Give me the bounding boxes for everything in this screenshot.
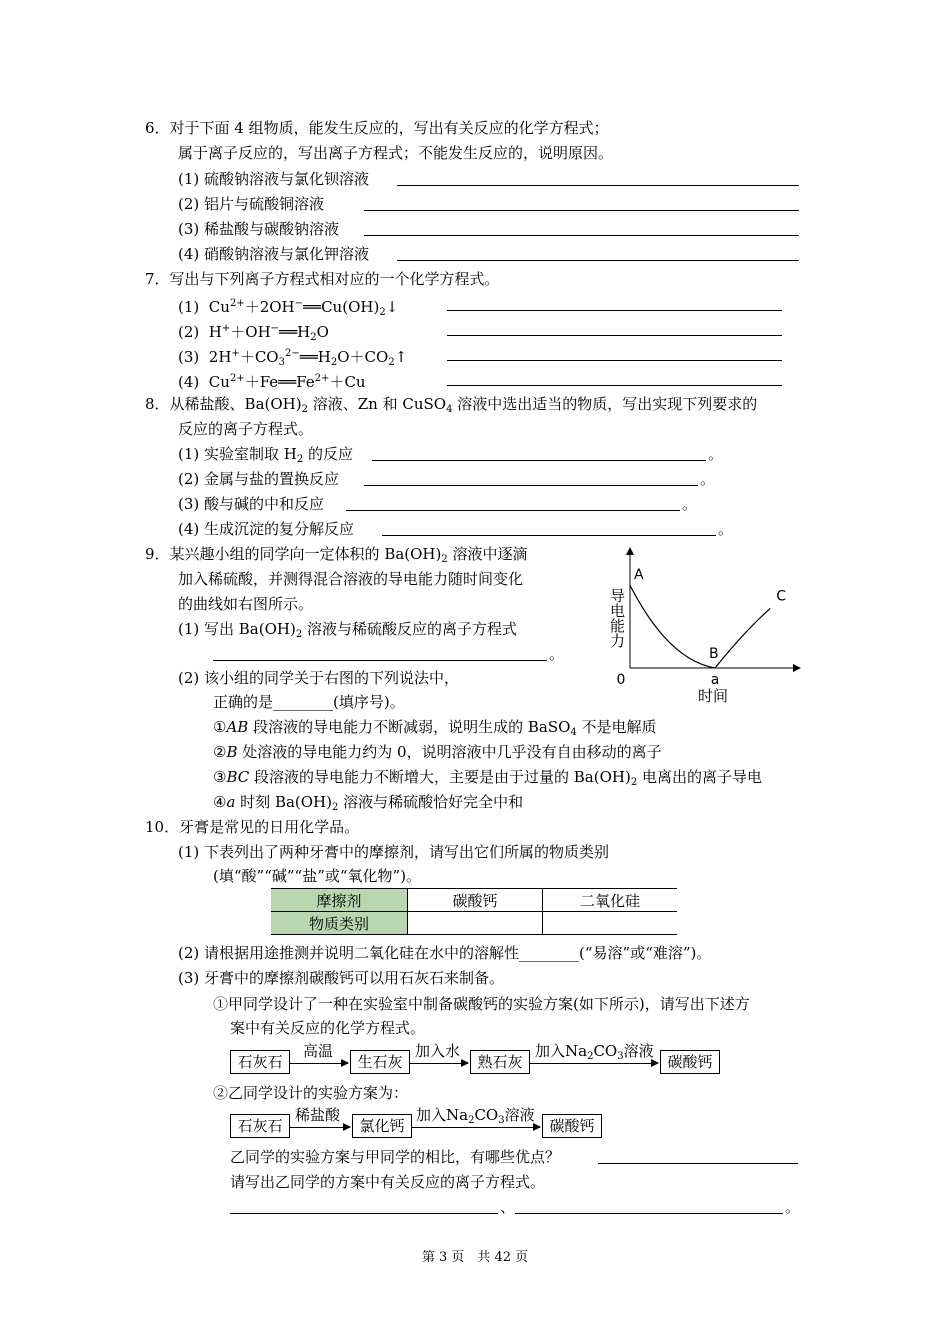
q8-period-2: 。 <box>700 470 716 488</box>
q7-eq-1: (1) $Cu^{2+}+2OH^-══Cu(OH)_2↓$ <box>178 298 399 318</box>
q9-stem-3: 的曲线如右图所示。 <box>178 595 314 613</box>
flow1-limestone-box: 石灰石 <box>230 1050 290 1074</box>
flow2-caco3-box: 碳酸钙 <box>542 1114 602 1138</box>
q6-item-4: (4) 硝酸钠溶液与氯化钾溶液 <box>178 245 370 263</box>
q10-sub-1-hint: (填“酸”“碱”“盐”或“氧化物”)。 <box>213 867 422 885</box>
y-axis-label: 导电能力 <box>608 588 626 648</box>
q6-answer-line-3[interactable] <box>364 235 799 236</box>
q8-answer-line-2[interactable] <box>364 485 698 486</box>
q8-answer-line-4[interactable] <box>382 535 716 536</box>
q7-eq-2: (2) $H^++OH^-══H_2O$ <box>178 323 329 343</box>
q10-advantage-answer-line[interactable] <box>598 1163 798 1164</box>
origin-label: 0 <box>616 672 626 688</box>
flow1-label-3: 加入$Na_2CO_3$溶液 <box>535 1042 654 1062</box>
q6-answer-line-4[interactable] <box>397 260 799 261</box>
q8-answer-line-3[interactable] <box>346 510 680 511</box>
flow1-quicklime-box: 生石灰 <box>350 1050 410 1074</box>
flow2-label-2: 加入$Na_2CO_3$溶液 <box>416 1106 535 1126</box>
q7-eq-3: (3) $2H^++CO_3^{2-}══H_2O+CO_2↑$ <box>178 348 408 368</box>
conductivity-chart <box>595 540 810 710</box>
point-label-c: C <box>776 588 787 605</box>
q9-sub-1: (1) 写出 $Ba(OH)_2$ 溶液与稀硫酸反应的离子方程式 <box>178 620 518 640</box>
q9-answer-line-1[interactable] <box>213 660 547 661</box>
x-tick-label: a <box>710 672 720 688</box>
q10-sub-3-c: 乙同学的实验方案与甲同学的相比，有哪些优点？ <box>230 1148 561 1166</box>
q6-item-2: (2) 铝片与硫酸铜溶液 <box>178 195 325 213</box>
q10-sub-3-b: ②乙同学设计的实验方案为： <box>213 1084 409 1102</box>
flow1-caco3-box: 碳酸钙 <box>660 1050 720 1074</box>
conductivity-curve <box>630 585 770 668</box>
q7-eq-4: (4) $Cu^{2+}+Fe══Fe^{2+}+Cu$ <box>178 373 366 391</box>
q9-period: 。 <box>549 645 565 663</box>
table-answer-caco3[interactable] <box>408 912 543 935</box>
table-cell-caco3: 碳酸钙 <box>408 889 543 912</box>
q6-answer-line-1[interactable] <box>397 185 799 186</box>
table-header-abrasive: 摩擦剂 <box>271 889 408 912</box>
q6-item-3: (3) 稀盐酸与碳酸钠溶液 <box>178 220 340 238</box>
page-footer: 第 3 页 共 42 页 <box>421 1250 529 1265</box>
q9-sub-2-answer: 正确的是________(填序号)。 <box>213 693 405 711</box>
q10-ionic-eq-line-1[interactable] <box>230 1213 498 1214</box>
abrasive-table <box>271 888 677 935</box>
flow2-label-1: 稀盐酸 <box>295 1106 341 1124</box>
flow1-slakedlime-box: 熟石灰 <box>470 1050 530 1074</box>
q10-separator: 、 <box>500 1198 516 1216</box>
flow1-arrow-2 <box>410 1063 468 1064</box>
q9-option-2: ②B 处溶液的导电能力约为 0，说明溶液中几乎没有自由移动的离子 <box>213 743 662 761</box>
q10-sub-2: (2) 请根据用途推测并说明二氧化硅在水中的溶解性________(“易溶”或“难溶”)。 <box>178 944 712 962</box>
q10-ionic-eq-line-2[interactable] <box>515 1213 783 1214</box>
flow1-label-2: 加入水 <box>415 1042 461 1060</box>
q7-answer-line-4[interactable] <box>447 385 782 386</box>
q8-period-3: 。 <box>682 495 698 513</box>
q9-stem-1: 9．某兴趣小组的同学向一定体积的 $Ba(OH)_2$ 溶液中逐滴 <box>145 545 528 565</box>
q8-period-4: 。 <box>718 520 734 538</box>
q8-period-1: 。 <box>708 445 724 463</box>
q9-stem-2: 加入稀硫酸，并测得混合溶液的导电能力随时间变化 <box>178 570 524 588</box>
q8-answer-line-1[interactable] <box>372 460 706 461</box>
q9-option-4: ④a 时刻 $Ba(OH)_2$ 溶液与稀硫酸恰好完全中和 <box>213 793 524 813</box>
q7-answer-line-2[interactable] <box>447 335 782 336</box>
q6-item-1: (1) 硫酸钠溶液与氯化钡溶液 <box>178 170 370 188</box>
q8-stem-2: 反应的离子方程式。 <box>178 420 314 438</box>
q9-option-1: ①AB 段溶液的导电能力不断减弱，说明生成的 BaSO$_4$ 不是电解质 <box>213 718 657 738</box>
table-cell-sio2: 二氧化硅 <box>543 889 678 912</box>
q8-stem-1: 8．从稀盐酸、$Ba(OH)_2$ 溶液、Zn 和 CuSO$_4$ 溶液中选出适当的物质，写出实现下列要求的 <box>145 395 758 415</box>
flow1-arrow-1 <box>290 1063 348 1064</box>
q7-answer-line-3[interactable] <box>447 360 782 361</box>
q6-answer-line-2[interactable] <box>364 210 799 211</box>
x-axis-label: 时间 <box>697 687 729 705</box>
q10-sub-3: (3) 牙膏中的摩擦剂碳酸钙可以用石灰石来制备。 <box>178 969 505 987</box>
q10-stem: 10．牙膏是常见的日用化学品。 <box>145 818 360 836</box>
flow2-cacl2-box: 氯化钙 <box>352 1114 412 1138</box>
q10-period: 。 <box>785 1198 801 1216</box>
table-header-category: 物质类别 <box>271 912 408 935</box>
q8-item-1: (1) 实验室制取 $H_2$ 的反应 <box>178 445 354 465</box>
q6-stem-2: 属于离子反应的，写出离子方程式；不能发生反应的，说明原因。 <box>178 144 614 162</box>
q8-item-3: (3) 酸与碱的中和反应 <box>178 495 325 513</box>
q7-answer-line-1[interactable] <box>447 310 782 311</box>
q9-sub-2: (2) 该小组的同学关于右图的下列说法中， <box>178 669 460 687</box>
point-label-a: A <box>634 567 644 584</box>
q6-stem-1: 6．对于下面 4 组物质，能发生反应的，写出有关反应的化学方程式； <box>145 119 609 137</box>
q10-sub-3-a-2: 案中有关反应的化学方程式。 <box>230 1019 426 1037</box>
flow2-limestone-box: 石灰石 <box>230 1114 290 1138</box>
q8-item-4: (4) 生成沉淀的复分解反应 <box>178 520 355 538</box>
table-answer-sio2[interactable] <box>543 912 678 935</box>
q9-option-3: ③BC 段溶液的导电能力不断增大，主要是由于过量的 $Ba(OH)_2$ 电离出的离子导电 <box>213 768 762 788</box>
q10-sub-3-a-1: ①甲同学设计了一种在实验室中制备碳酸钙的实验方案(如下所示)，请写出下述方 <box>213 995 750 1013</box>
q10-sub-3-d: 请写出乙同学的方案中有关反应的离子方程式。 <box>230 1173 546 1191</box>
q8-item-2: (2) 金属与盐的置换反应 <box>178 470 340 488</box>
q7-stem: 7．写出与下列离子方程式相对应的一个化学方程式。 <box>145 270 500 288</box>
point-label-b: B <box>709 646 719 662</box>
q10-sub-1: (1) 下表列出了两种牙膏中的摩擦剂，请写出它们所属的物质类别 <box>178 843 610 861</box>
flow2-arrow-1 <box>290 1127 350 1128</box>
flow1-label-1: 高温 <box>303 1042 334 1060</box>
